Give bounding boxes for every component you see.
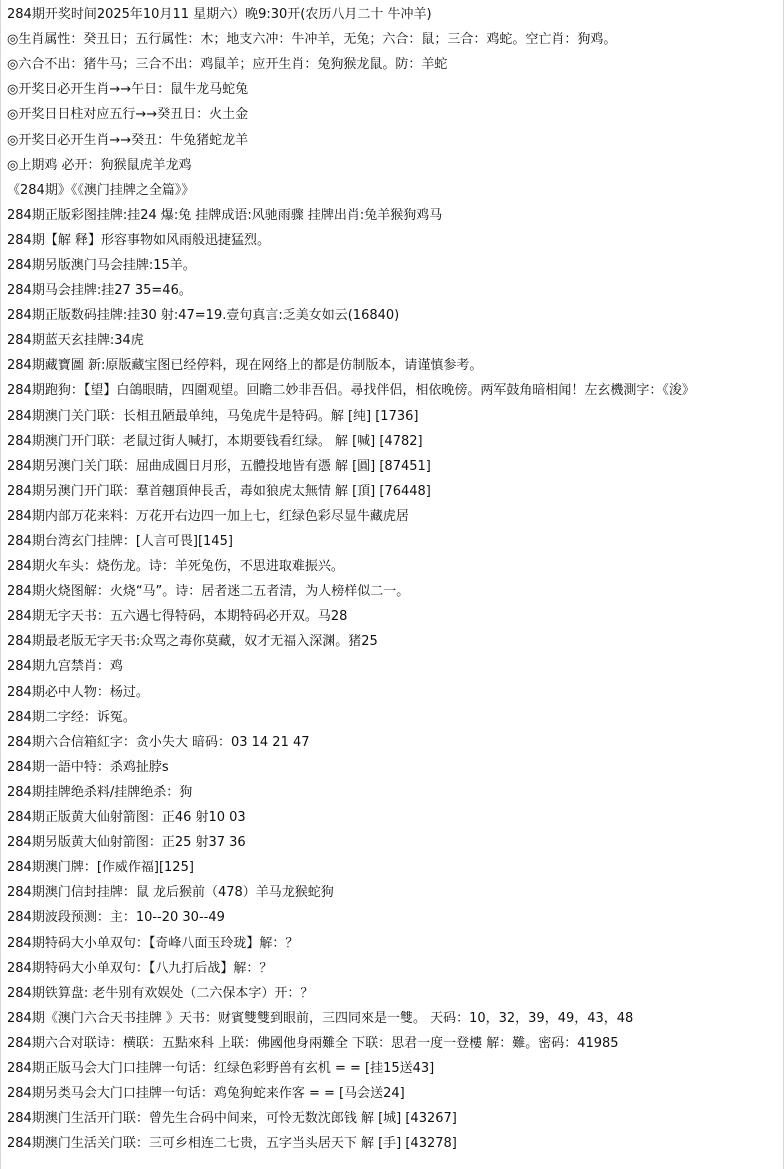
text-line: 284期藏寶圖 新:原版藏宝图已经停料，现在网络上的都是仿制版本，请谨慎参考。 (7, 358, 483, 374)
text-line: 284期澳门关门联：长相丑陋最单纯，马兔虎牛是特码。解 [纯] [1736] (7, 408, 419, 424)
text-line: 284期一語中特：杀鸡扯脖s (7, 759, 169, 775)
text-line: 284期台湾玄门挂牌：[人言可畏][145] (7, 534, 233, 550)
last-draw-line: ◎上期鸡 必开：狗猴鼠虎羊龙鸡 (7, 157, 192, 173)
text-line: 284期波段预测：主：10--20 30--49 (7, 910, 225, 926)
text-line: 284期另版黄大仙射箭图：正25 射37 36 (7, 835, 246, 851)
text-line: 284期澳门开门联：老鼠过街人喊打，本期要钱看红绿。 解 [喊] [4782] (7, 433, 423, 449)
text-line: 284期挂牌绝杀料/挂牌绝杀：狗 (7, 784, 193, 800)
day-pillar-elements-line: ◎开奖日日柱对应五行→→癸丑日：火土金 (7, 107, 249, 123)
text-line: 284期特码大小单双句：【八九打后战】解：？ (7, 960, 273, 976)
text-line: 284期正版数码挂牌:挂30 射:47=19.壹句真言:乏美女如云(16840) (7, 308, 400, 324)
text-line: 284期澳门信封挂牌：鼠 龙后猴前（478）羊马龙猴蛇狗 (7, 885, 334, 901)
text-line: 284期另澳门开门联：羣首翹頂伸長舌，毒如狼虎太無情 解 [頂] [76448] (7, 483, 431, 499)
text-line: 284期正版黄大仙射箭图：正46 射10 03 (7, 810, 246, 826)
draw-day-zodiac-line: ◎开奖日必开生肖→→午日：鼠牛龙马蛇兔 (7, 82, 249, 98)
text-line: 284期另澳门关门联：屈曲成圓日月形，五體投地皆有憑 解 [圓] [87451] (7, 458, 431, 474)
text-line: 284期火车头：烧伤龙。诗：羊死兔伤，不思进取难振兴。 (7, 559, 344, 575)
text-line: 284期火烧图解：火烧“马”。诗：居者迷二五者清，为人榜样似二一。 (7, 584, 410, 600)
text-line: 284期另版澳门马会挂牌:15羊。 (7, 257, 196, 273)
text-line: 284期正版彩图挂牌:挂24 爆:兔 挂牌成语:风驰雨骤 挂牌出肖:兔羊猴狗鸡马 (7, 207, 443, 223)
text-line: 284期澳门生活关门联：三可乡相连二七贵，五字当头居天下 解 [手] [43278] (7, 1136, 457, 1152)
text-line: 284期六合对联诗：横联：五點來科 上联：佛國他身兩難全 下联：思君一度一登樓 解：難。密码：41985 (7, 1035, 619, 1051)
draw-time-line: 284期开奖时间2025年10月11 星期六）晚9:30开(农历八月二十 牛冲羊) (7, 7, 432, 23)
section-heading: 《284期》《《澳门挂牌之全篇》》 (7, 182, 195, 198)
text-line: 284期最老版无字天书:众骂之毒你莫藏，奴才无福入深渊。猪25 (7, 634, 378, 650)
text-line: 284期二字经：诉冤。 (7, 709, 136, 725)
text-line: 284期正版马会大门口挂牌一句话：红绿色彩野兽有玄机 = = [挂15送43] (7, 1060, 435, 1076)
text-line: 284期澳门牌：[作威作福][125] (7, 860, 194, 876)
text-line: 284期无字天书：五六遇七得特码，本期特码必开双。马28 (7, 609, 348, 625)
text-line: 284期九宫禁肖：鸡 (7, 659, 123, 675)
text-line: 284期内部万花来料：万花开右边四一加上七，红绿色彩尽显牛藏虎居 (7, 508, 409, 524)
text-line: 284期《澳门六合天书挂牌 》天书：财賓雙雙到眼前，三四同來是一雙。 天码：10，32，39，49，43，48 (7, 1010, 634, 1026)
zodiac-attributes-line: ◎生肖属性：癸丑日；五行属性：木；地支六冲：牛冲羊，无兔；六合：鼠；三合：鸡蛇。空亡肖：狗鸡。 (7, 32, 617, 48)
text-line: 284期必中人物：杨过。 (7, 684, 149, 700)
text-line: 284期蓝天玄挂牌:34虎 (7, 333, 144, 349)
text-line: 284期【解 释】形容事物如风雨般迅捷猛烈。 (7, 232, 270, 248)
liuhe-not-out-line: ◎六合不出：猪牛马；三合不出：鸡鼠羊；应开生肖：兔狗猴龙鼠。防：羊蛇 (7, 57, 448, 73)
text-line: 284期特码大小单双句：【奇峰八面玉玲珑】解：？ (7, 935, 299, 951)
guichou-zodiac-line: ◎开奖日必开生肖→→癸丑：牛兔猪蛇龙羊 (7, 132, 249, 148)
text-line: 284期跑狗：【望】白鴿眼睛，四圍观望。回瞻二妙非吾侣。尋找伴侣，相依晚傍。两军鼓角暗相闻！左玄機測字：《浚》 (7, 383, 695, 399)
text-line: 284期另类马会大门口挂牌一句话：鸡兔狗蛇来作客 = = [马会送24] (7, 1086, 405, 1102)
text-line: 284期铁算盘: 老牛别有欢娱处（二六保本字）开：？ (7, 985, 314, 1001)
text-line: 284期澳门生活开门联：曾先生合码中间来，可怜无数沈郎钱 解 [城] [43267] (7, 1111, 457, 1127)
text-line: 284期马会挂牌:挂27 35=46。 (7, 283, 192, 299)
text-line: 284期六合信箱紅字：贪小失大 暗码：03 14 21 47 (7, 734, 310, 750)
